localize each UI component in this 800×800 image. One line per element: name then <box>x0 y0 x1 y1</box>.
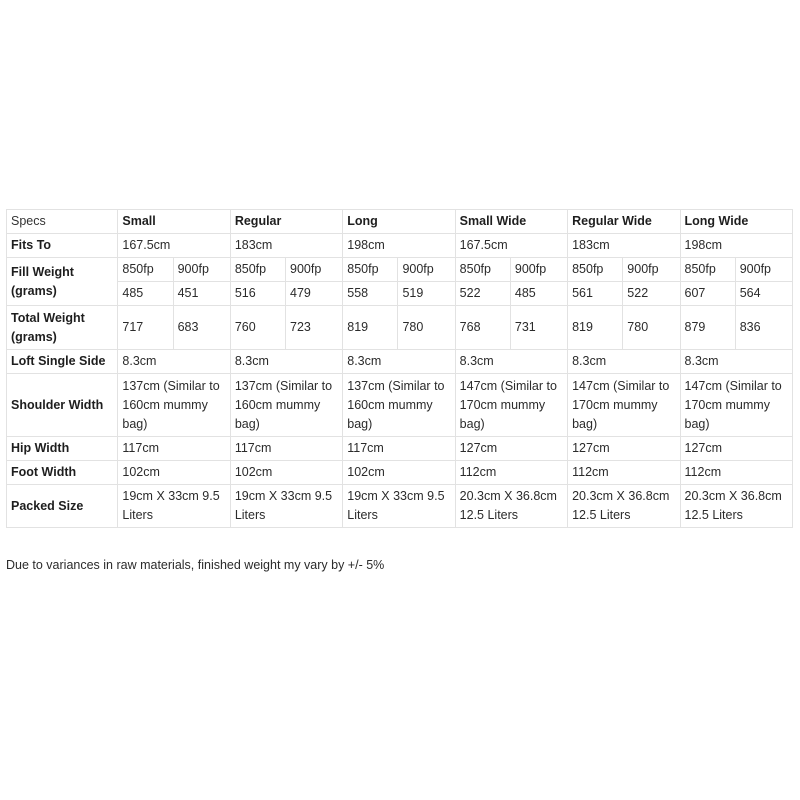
table-cell: 20.3cm X 36.8cm 12.5 Liters <box>568 485 680 528</box>
table-cell: 137cm (Similar to 160cm mummy bag) <box>343 374 455 437</box>
row-label: Shoulder Width <box>7 374 118 437</box>
table-cell: 723 <box>286 306 343 350</box>
loft-row <box>7 350 793 374</box>
fp-label-cell: 850fp <box>680 258 735 282</box>
table-cell: 8.3cm <box>680 350 792 374</box>
foot-width-row <box>7 461 793 485</box>
table-cell: 607 <box>680 282 735 306</box>
table-cell: 8.3cm <box>568 350 680 374</box>
specs-header-cell: Specs <box>7 210 118 234</box>
table-cell: 20.3cm X 36.8cm 12.5 Liters <box>680 485 792 528</box>
table-cell: 102cm <box>118 461 230 485</box>
hip-width-row <box>7 437 793 461</box>
table-cell: 519 <box>398 282 455 306</box>
table-cell: 479 <box>286 282 343 306</box>
table-cell: 198cm <box>343 234 455 258</box>
size-header-cell: Long <box>343 210 455 234</box>
table-cell: 485 <box>118 282 173 306</box>
fp-label-cell: 850fp <box>568 258 623 282</box>
row-label: Fits To <box>7 234 118 258</box>
fill-weight-values-row <box>7 282 793 306</box>
row-label: Total Weight (grams) <box>7 306 118 350</box>
table-cell: 451 <box>173 282 230 306</box>
table-cell: 127cm <box>680 437 792 461</box>
table-cell: 147cm (Similar to 170cm mummy bag) <box>680 374 792 437</box>
table-cell: 8.3cm <box>230 350 342 374</box>
table-cell: 102cm <box>343 461 455 485</box>
fp-label-cell: 850fp <box>230 258 285 282</box>
table-cell: 522 <box>455 282 510 306</box>
fp-label-cell: 900fp <box>735 258 792 282</box>
table-cell: 768 <box>455 306 510 350</box>
fill-weight-fp-row <box>7 258 793 282</box>
table-cell: 879 <box>680 306 735 350</box>
header-row <box>7 210 793 234</box>
table-cell: 147cm (Similar to 170cm mummy bag) <box>568 374 680 437</box>
table-cell: 137cm (Similar to 160cm mummy bag) <box>230 374 342 437</box>
row-label: Hip Width <box>7 437 118 461</box>
table-cell: 558 <box>343 282 398 306</box>
table-cell: 564 <box>735 282 792 306</box>
table-cell: 819 <box>343 306 398 350</box>
row-label: Foot Width <box>7 461 118 485</box>
table-cell: 561 <box>568 282 623 306</box>
table-cell: 127cm <box>568 437 680 461</box>
specs-table <box>6 209 793 528</box>
fp-label-cell: 850fp <box>455 258 510 282</box>
table-cell: 167.5cm <box>455 234 567 258</box>
table-cell: 183cm <box>230 234 342 258</box>
table-cell: 19cm X 33cm 9.5 Liters <box>230 485 342 528</box>
table-cell: 117cm <box>343 437 455 461</box>
row-label: Loft Single Side <box>7 350 118 374</box>
fits-to-row <box>7 234 793 258</box>
table-cell: 112cm <box>680 461 792 485</box>
table-cell: 836 <box>735 306 792 350</box>
table-cell: 183cm <box>568 234 680 258</box>
table-cell: 819 <box>568 306 623 350</box>
fp-label-cell: 900fp <box>623 258 680 282</box>
table-cell: 147cm (Similar to 170cm mummy bag) <box>455 374 567 437</box>
table-cell: 112cm <box>455 461 567 485</box>
table-cell: 19cm X 33cm 9.5 Liters <box>118 485 230 528</box>
table-cell: 780 <box>623 306 680 350</box>
table-cell: 20.3cm X 36.8cm 12.5 Liters <box>455 485 567 528</box>
fp-label-cell: 850fp <box>118 258 173 282</box>
size-header-cell: Small <box>118 210 230 234</box>
table-cell: 516 <box>230 282 285 306</box>
table-cell: 137cm (Similar to 160cm mummy bag) <box>118 374 230 437</box>
table-cell: 167.5cm <box>118 234 230 258</box>
table-cell: 485 <box>510 282 567 306</box>
packed-size-row <box>7 485 793 528</box>
table-cell: 8.3cm <box>455 350 567 374</box>
fp-label-cell: 900fp <box>286 258 343 282</box>
footnote: Due to variances in raw materials, finished weight my vary by +/- 5% <box>6 558 385 572</box>
fp-label-cell: 900fp <box>398 258 455 282</box>
table-cell: 760 <box>230 306 285 350</box>
row-label: Fill Weight (grams) <box>7 258 118 306</box>
table-cell: 198cm <box>680 234 792 258</box>
fp-label-cell: 850fp <box>343 258 398 282</box>
table-cell: 117cm <box>118 437 230 461</box>
shoulder-width-row <box>7 374 793 437</box>
total-weight-row <box>7 306 793 350</box>
table-cell: 522 <box>623 282 680 306</box>
table-cell: 780 <box>398 306 455 350</box>
table-cell: 717 <box>118 306 173 350</box>
row-label: Packed Size <box>7 485 118 528</box>
fp-label-cell: 900fp <box>173 258 230 282</box>
table-cell: 8.3cm <box>118 350 230 374</box>
table-cell: 731 <box>510 306 567 350</box>
table-cell: 127cm <box>455 437 567 461</box>
table-cell: 102cm <box>230 461 342 485</box>
size-header-cell: Regular <box>230 210 342 234</box>
size-header-cell: Long Wide <box>680 210 792 234</box>
fp-label-cell: 900fp <box>510 258 567 282</box>
table-cell: 117cm <box>230 437 342 461</box>
table-cell: 683 <box>173 306 230 350</box>
size-header-cell: Small Wide <box>455 210 567 234</box>
table-cell: 19cm X 33cm 9.5 Liters <box>343 485 455 528</box>
table-cell: 112cm <box>568 461 680 485</box>
size-header-cell: Regular Wide <box>568 210 680 234</box>
table-cell: 8.3cm <box>343 350 455 374</box>
